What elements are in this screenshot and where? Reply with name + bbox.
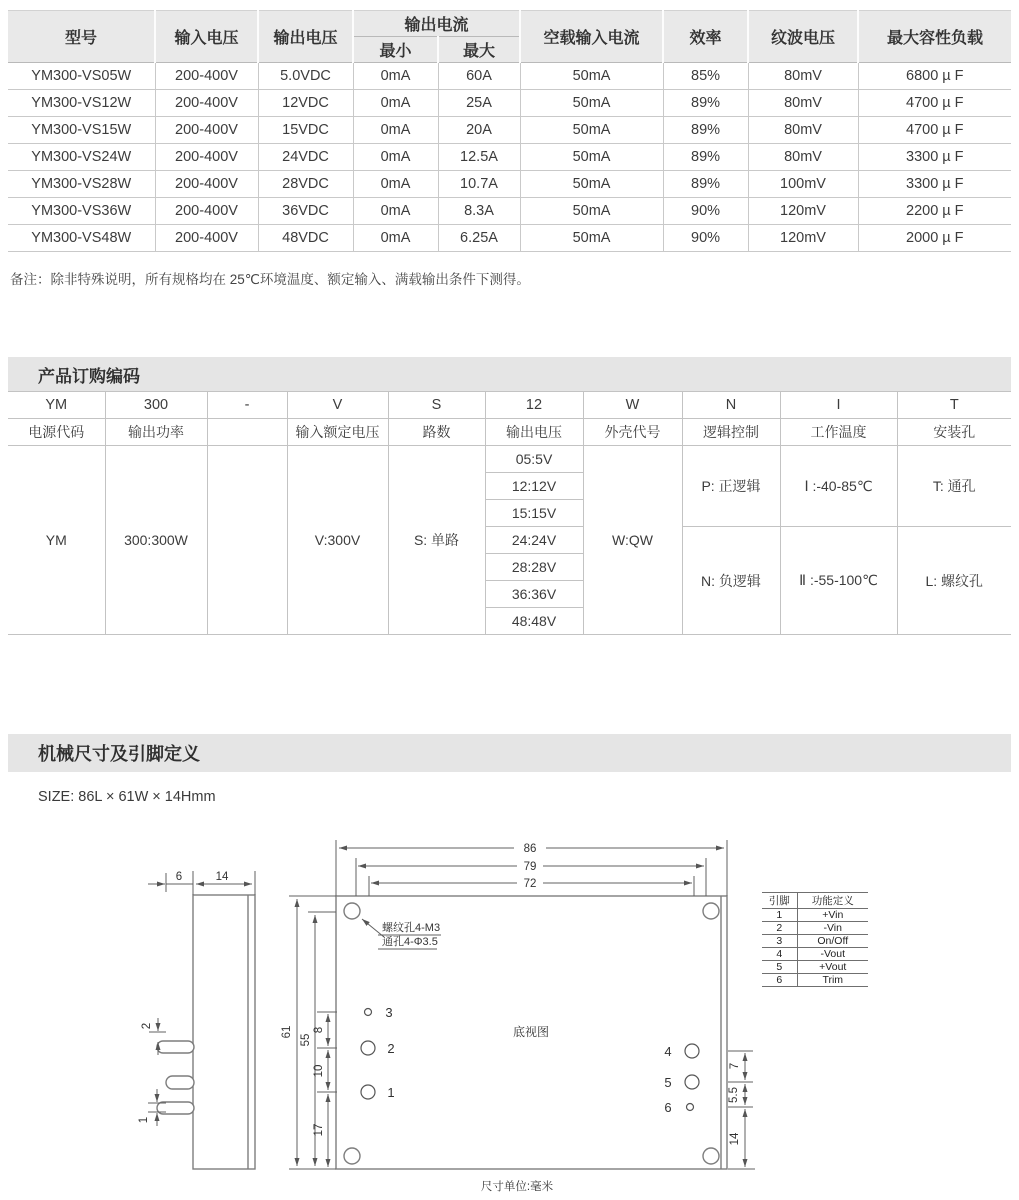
col-header-output-voltage: 输出电压: [258, 11, 353, 63]
dim-5-5: 5.5: [728, 1087, 740, 1103]
cell-model: YM300-VS48W: [8, 225, 155, 252]
dim-55: 55: [300, 1033, 312, 1047]
cell-ripple: 100mV: [748, 171, 858, 198]
pin-label-3: 3: [385, 1005, 393, 1020]
pin-label-4: 4: [664, 1044, 672, 1059]
pin-function: +Vout: [797, 961, 868, 974]
pin-function: On/Off: [797, 935, 868, 948]
dim-8: 8: [313, 1026, 325, 1034]
value-vout-24: 24:24V: [485, 527, 583, 554]
value-hole-threaded: L: 螺纹孔: [897, 527, 1011, 635]
cell-eff: 89%: [663, 171, 748, 198]
value-power-code: YM: [8, 446, 105, 635]
code-ym: YM: [8, 392, 105, 419]
cell-vin: 200-400V: [155, 225, 258, 252]
cell-cap: 2200 µ F: [858, 198, 1011, 225]
cell-cap: 3300 µ F: [858, 144, 1011, 171]
label-mount-hole: 安装孔: [897, 419, 1011, 446]
cell-imax: 20A: [438, 117, 520, 144]
value-vout-36: 36:36V: [485, 581, 583, 608]
cell-noload: 50mA: [520, 171, 663, 198]
pin-row: [762, 948, 868, 961]
value-temp-range-1: Ⅰ :-40-85℃: [780, 446, 897, 527]
code-w: W: [583, 392, 682, 419]
section-title-mechanical: 机械尺寸及引脚定义: [8, 734, 1011, 772]
cell-cap: 2000 µ F: [858, 225, 1011, 252]
cell-eff: 89%: [663, 117, 748, 144]
value-vout-48: 48:48V: [485, 608, 583, 635]
dim-17: 17: [313, 1123, 325, 1137]
ordering-code-row: [8, 392, 1011, 419]
dim-72: 72: [523, 878, 537, 890]
table-row: [8, 225, 1011, 252]
label-output-power: 输出功率: [105, 419, 207, 446]
dim-1: 1: [138, 1116, 150, 1124]
unit-label: 尺寸单位:毫米: [480, 1181, 554, 1193]
label-empty: [207, 419, 287, 446]
pin-function: -Vout: [797, 948, 868, 961]
ordering-body-row: [8, 446, 1011, 473]
ordering-label-row: [8, 419, 1011, 446]
cell-vout: 48VDC: [258, 225, 353, 252]
cell-model: YM300-VS12W: [8, 90, 155, 117]
value-vout-05: 05:5V: [485, 446, 583, 473]
pin-label-5: 5: [664, 1075, 672, 1090]
table-row: [8, 90, 1011, 117]
pin-row: [762, 922, 868, 935]
col-header-ripple: 纹波电压: [748, 11, 858, 63]
pin-number: 4: [762, 948, 797, 961]
value-output-power: 300:300W: [105, 446, 207, 635]
col-header-max: 最大: [438, 37, 520, 63]
value-case-code: W:QW: [583, 446, 682, 635]
dim-61: 61: [281, 1025, 293, 1039]
cell-imin: 0mA: [353, 225, 438, 252]
code-n: N: [682, 392, 780, 419]
pin-row: [762, 974, 868, 987]
value-channels: S: 单路: [388, 446, 485, 635]
code-s: S: [388, 392, 485, 419]
col-header-input-voltage: 输入电压: [155, 11, 258, 63]
dim-14-right: 14: [729, 1132, 741, 1146]
cell-imin: 0mA: [353, 144, 438, 171]
pin-number: 1: [762, 909, 797, 922]
cell-imin: 0mA: [353, 90, 438, 117]
col-header-model: 型号: [8, 11, 155, 63]
table-row: [8, 171, 1011, 198]
cell-eff: 90%: [663, 198, 748, 225]
cell-imax: 8.3A: [438, 198, 520, 225]
pin-definition-table: [762, 892, 868, 987]
cell-model: YM300-VS28W: [8, 171, 155, 198]
cell-vin: 200-400V: [155, 117, 258, 144]
cell-vin: 200-400V: [155, 198, 258, 225]
cell-eff: 89%: [663, 144, 748, 171]
cell-imax: 6.25A: [438, 225, 520, 252]
dim-10: 10: [313, 1064, 325, 1078]
code-12: 12: [485, 392, 583, 419]
pin-number: 2: [762, 922, 797, 935]
cell-noload: 50mA: [520, 117, 663, 144]
label-case-code: 外壳代号: [583, 419, 682, 446]
value-hole-through: T: 通孔: [897, 446, 1011, 527]
cell-noload: 50mA: [520, 198, 663, 225]
value-logic-positive: P: 正逻辑: [682, 446, 780, 527]
cell-ripple: 80mV: [748, 63, 858, 90]
cell-imax: 12.5A: [438, 144, 520, 171]
code-v: V: [287, 392, 388, 419]
pin-number: 6: [762, 974, 797, 987]
spec-note: 备注：除非特殊说明，所有规格均在 25℃环境温度、额定输入、满载输出条件下测得。: [10, 272, 530, 287]
table-row: [8, 144, 1011, 171]
pin-function: -Vin: [797, 922, 868, 935]
cell-vout: 5.0VDC: [258, 63, 353, 90]
label-channels: 路数: [388, 419, 485, 446]
table-row: [8, 117, 1011, 144]
cell-vin: 200-400V: [155, 171, 258, 198]
value-vout-28: 28:28V: [485, 554, 583, 581]
pin-col-header: 引脚: [762, 893, 797, 909]
cell-cap: 6800 µ F: [858, 63, 1011, 90]
dim-86: 86: [523, 843, 537, 855]
pin-function: +Vin: [797, 909, 868, 922]
cell-cap: 3300 µ F: [858, 171, 1011, 198]
col-header-output-current: 输出电流: [353, 11, 520, 37]
pin-label-2: 2: [387, 1041, 395, 1056]
cell-ripple: 120mV: [748, 225, 858, 252]
col-header-efficiency: 效率: [663, 11, 748, 63]
mechanical-drawing: [0, 830, 1019, 1200]
pin-function: Trim: [797, 974, 868, 987]
col-header-max-cap: 最大容性负载: [858, 11, 1011, 63]
value-logic-negative: N: 负逻辑: [682, 527, 780, 635]
cell-model: YM300-VS15W: [8, 117, 155, 144]
cell-model: YM300-VS24W: [8, 144, 155, 171]
ordering-table: [8, 391, 1011, 635]
cell-model: YM300-VS36W: [8, 198, 155, 225]
dim-2: 2: [141, 1022, 153, 1030]
label-output-voltage: 输出电压: [485, 419, 583, 446]
cell-model: YM300-VS05W: [8, 63, 155, 90]
code-300: 300: [105, 392, 207, 419]
pin-label-6: 6: [664, 1100, 672, 1115]
cell-noload: 50mA: [520, 90, 663, 117]
cell-vout: 28VDC: [258, 171, 353, 198]
cell-imin: 0mA: [353, 171, 438, 198]
label-logic-control: 逻辑控制: [682, 419, 780, 446]
col-header-noload-current: 空载输入电流: [520, 11, 663, 63]
code-i: I: [780, 392, 897, 419]
cell-vout: 24VDC: [258, 144, 353, 171]
table-row: [8, 63, 1011, 90]
table-row: [8, 198, 1011, 225]
cell-imax: 10.7A: [438, 171, 520, 198]
label-work-temp: 工作温度: [780, 419, 897, 446]
dim-6: 6: [175, 871, 183, 883]
cell-ripple: 80mV: [748, 90, 858, 117]
label-input-rated-voltage: 输入额定电压: [287, 419, 388, 446]
pin-func-header: 功能定义: [797, 893, 868, 909]
cell-noload: 50mA: [520, 63, 663, 90]
pin-row: [762, 961, 868, 974]
size-label: SIZE: 86L × 61W × 14Hmm: [38, 789, 216, 805]
pin-row: [762, 935, 868, 948]
label-power-code: 电源代码: [8, 419, 105, 446]
hole-note-line2: 通孔4-Φ3.5: [382, 936, 438, 948]
cell-vout: 36VDC: [258, 198, 353, 225]
cell-imin: 0mA: [353, 63, 438, 90]
cell-eff: 85%: [663, 63, 748, 90]
cell-noload: 50mA: [520, 225, 663, 252]
cell-cap: 4700 µ F: [858, 90, 1011, 117]
side-view: [157, 895, 255, 1169]
value-empty: [207, 446, 287, 635]
cell-imin: 0mA: [353, 198, 438, 225]
cell-eff: 90%: [663, 225, 748, 252]
value-input-rated-voltage: V:300V: [287, 446, 388, 635]
pin-row: [762, 909, 868, 922]
dim-7: 7: [729, 1062, 741, 1070]
pin-number: 5: [762, 961, 797, 974]
value-vout-12: 12:12V: [485, 473, 583, 500]
cell-vin: 200-400V: [155, 90, 258, 117]
cell-vin: 200-400V: [155, 144, 258, 171]
cell-imax: 25A: [438, 90, 520, 117]
cell-cap: 4700 µ F: [858, 117, 1011, 144]
cell-ripple: 120mV: [748, 198, 858, 225]
value-vout-15: 15:15V: [485, 500, 583, 527]
cell-noload: 50mA: [520, 144, 663, 171]
section-title-ordering: 产品订购编码: [8, 357, 1011, 391]
cell-vin: 200-400V: [155, 63, 258, 90]
code-dash: -: [207, 392, 287, 419]
cell-ripple: 80mV: [748, 117, 858, 144]
code-t: T: [897, 392, 1011, 419]
cell-eff: 89%: [663, 90, 748, 117]
cell-vout: 12VDC: [258, 90, 353, 117]
pin-number: 3: [762, 935, 797, 948]
pin-label-1: 1: [387, 1085, 395, 1100]
dim-14: 14: [215, 871, 229, 883]
spec-table: [8, 10, 1011, 252]
value-temp-range-2: Ⅱ :-55-100℃: [780, 527, 897, 635]
cell-imin: 0mA: [353, 117, 438, 144]
col-header-min: 最小: [353, 37, 438, 63]
bottom-view-label: 底视图: [512, 1025, 550, 1039]
cell-vout: 15VDC: [258, 117, 353, 144]
hole-note-line1: 螺纹孔4-M3: [382, 922, 441, 934]
cell-imax: 60A: [438, 63, 520, 90]
dim-79: 79: [523, 861, 537, 873]
cell-ripple: 80mV: [748, 144, 858, 171]
